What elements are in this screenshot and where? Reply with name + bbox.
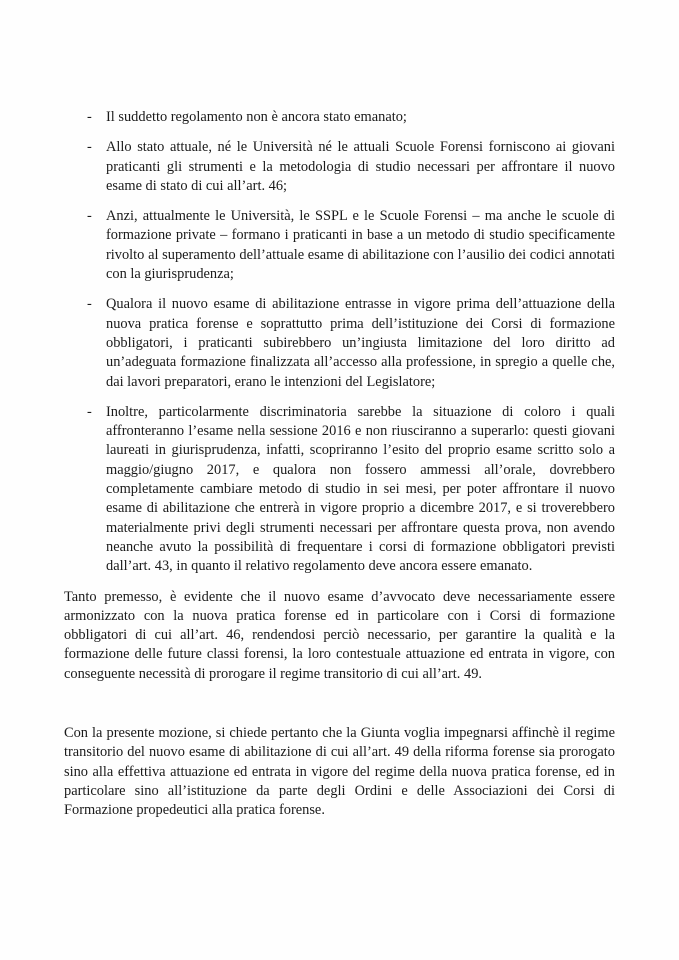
bullet-text: Il suddetto regolamento non è ancora stato emanato;: [106, 109, 407, 125]
bullet-text: Anzi, attualmente le Università, le SSPL e le Scuole Forensi – ma anche le scuole di formazione private – formano i praticanti in base a un metodo di studio specificamente rivolto al superamento dell’attuale esame di abilitazione con l’ausilio dei codici annotati con la giurisprudenza;: [106, 208, 615, 283]
bullet-text: Qualora il nuovo esame di abilitazione entrasse in vigore prima dell’attuazione della nuova pratica forense e soprattutto prima dell’istituzione dei Corsi di formazione obbligatori, i praticanti subirebbero un’ingiusta limitazione del loro diritto ad un’adeguata formazione finalizzata all’accesso alla professione, in spregio a quelle che, dai lavori preparatori, erano le intenzioni del Legislatore;: [106, 296, 615, 390]
bullet-dash: -: [87, 109, 92, 125]
bullet-text: Allo stato attuale, né le Università né le attuali Scuole Forensi forniscono ai giovani praticanti gli strumenti e la metodologia di studio necessari per affrontare il nuovo esame di stato di cui all’art. 46;: [106, 139, 615, 194]
bullet-dash: -: [87, 139, 92, 156]
list-item: [64, 108, 615, 127]
bullet-dash: -: [87, 403, 92, 420]
bullet-dash: -: [87, 208, 92, 225]
conclusion-paragraph: Tanto premesso, è evidente che il nuovo esame d’avvocato deve necessariamente essere armonizzato con la nuova pratica forense ed in particolare con i Corsi di formazione obbligatori di cui all’art. 46, rendendosi perciò necessario, per garantire la qualità e la formazione delle future classi forensi, la loro contestuale attuazione ed entrata in vigore, con conseguente necessità di prorogare il regime transitorio di cui all’art. 49.: [64, 588, 615, 682]
bullet-dash: -: [87, 296, 92, 313]
list-item: [64, 295, 615, 391]
motion-request-paragraph: Con la presente mozione, si chiede pertanto che la Giunta voglia impegnarsi affinchè il regime transitorio del nuovo esame di abilitazione di cui all’art. 49 della riforma forense sia prorogato sino alla effettiva attuazione ed entrata in vigore del regime della nuova pratica forense, ed in particolare sino all’istituzione da parte degli Ordini e delle Associazioni dei Corsi di Formazione propedeutici alla pratica forense.: [64, 725, 615, 819]
bullet-list: [64, 108, 615, 577]
list-item: [64, 403, 615, 577]
list-item: [64, 138, 615, 196]
document-body: [64, 108, 615, 821]
bullet-text: Inoltre, particolarmente discriminatoria sarebbe la situazione di coloro i quali affronteranno l’esame nella sessione 2016 e non riusciranno a superarlo: questi giovani laureati in giurisprudenza, infatti, scopriranno l’esito del proprio esame scritto solo a maggio/giugno 2017, e qualora non fossero ammessi all’orale, dovrebbero completamente cambiare metodo di studio in sei mesi, per poter affrontare il nuovo esame di abilitazione che entrerà in vigore proprio a dicembre 2017, e si troverebbero materialmente privi degli strumenti necessari per affrontare questa prova, non avendo neanche avuto la possibilità di frequentare i corsi di formazione obbligatori previsti dall’art. 43, in quanto il relativo regolamento deve ancora essere emanato.: [106, 403, 615, 575]
list-item: [64, 207, 615, 284]
